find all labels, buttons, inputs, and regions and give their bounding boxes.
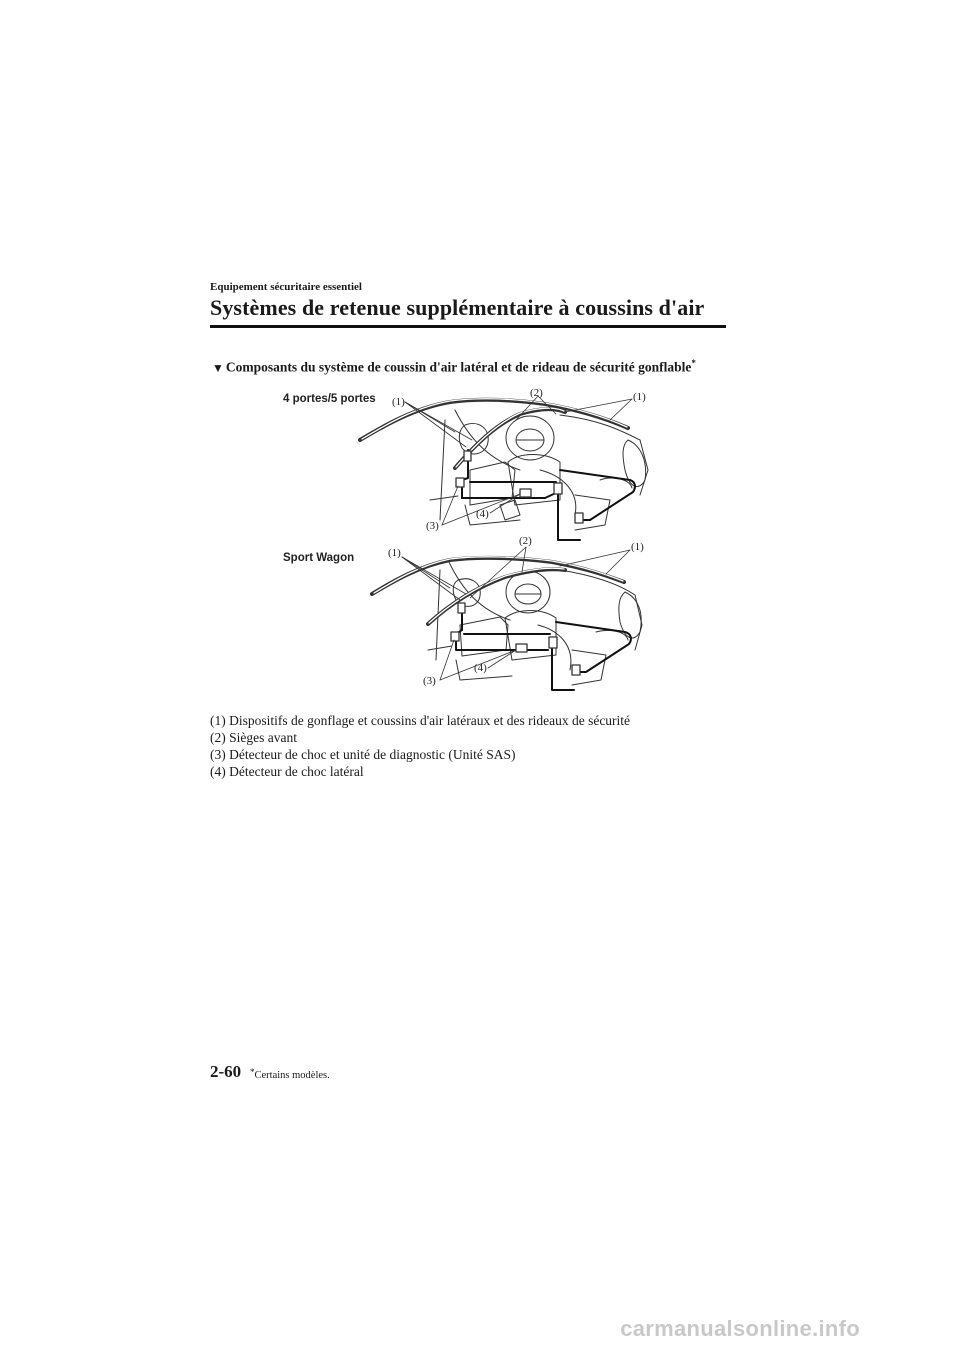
callout-1b: (1) [631,541,644,553]
diagram-4-doors [360,396,648,540]
legend-item: (2) Sièges avant [210,730,297,745]
callout-3: (3) [426,520,439,532]
diagram-sport-wagon [372,547,642,690]
callout-2: (2) [530,387,543,399]
callout-4: (4) [474,662,487,674]
callout-3: (3) [423,675,436,687]
diagram-label-4-doors: 4 portes/5 portes [283,393,376,405]
footnote-mark: * [250,1067,255,1077]
callout-1a: (1) [388,547,401,559]
footnote-mark: * [691,358,696,368]
page-title: Systèmes de retenue supplémentaire à coussins d'air [210,295,705,320]
diagram-label-sport-wagon: Sport Wagon [283,552,355,564]
callout-1b: (1) [633,391,646,403]
legend-item: (3) Détecteur de choc et unité de diagnostic (Unité SAS) [210,747,516,762]
callout-4: (4) [476,508,489,520]
legend-list [210,712,630,780]
section-label: Equipement sécuritaire essentiel [210,281,362,293]
footnote [250,1067,330,1081]
subsection-title: Composants du système de coussin d'air latéral et de rideau de sécurité gonflable [225,359,692,375]
callout-2: (2) [519,535,532,547]
watermark: carmanualsonline.info [620,1316,860,1341]
triangle-marker-icon: ▼ [212,360,224,375]
legend-item: (4) Détecteur de choc latéral [210,764,364,779]
page-number: 2-60 [210,1062,242,1081]
legend-item: (1) Dispositifs de gonflage et coussins d'air latéraux et des rideaux de sécurité [210,713,631,728]
callout-1a: (1) [392,396,405,408]
footnote-text: Certains modèles. [254,1070,330,1081]
